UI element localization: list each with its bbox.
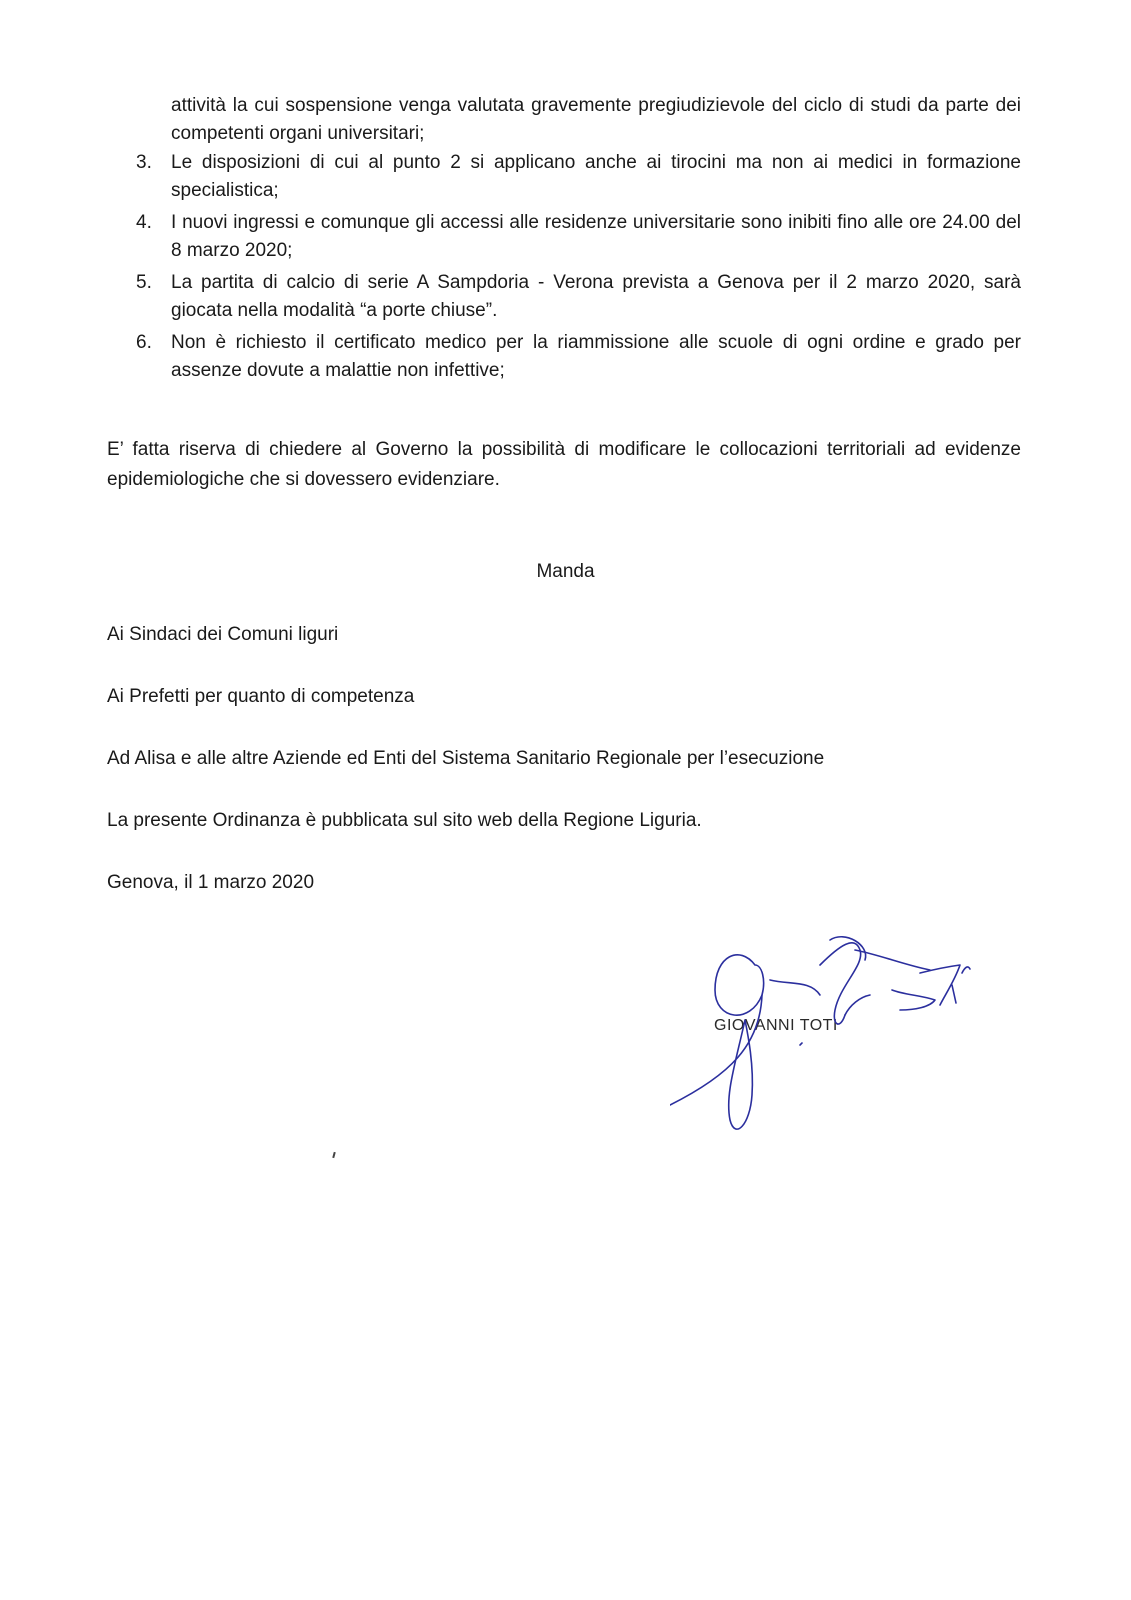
list-text: Non è richiesto il certificato medico per la riammissione alle scuole di ogni ordine e grado per assenze dovute a malattie non infettive; <box>171 332 1021 381</box>
list-item <box>136 209 1021 265</box>
recipient-line: Ai Sindaci dei Comuni liguri <box>107 624 339 645</box>
list-number: 6. <box>136 332 152 353</box>
recipient-line: Ad Alisa e alle altre Aziende ed Enti del Sistema Sanitario Regionale per l’esecuzione <box>107 748 825 769</box>
continuation-text: attività la cui sospensione venga valutata gravemente pregiudizievole del ciclo di studi da parte dei competenti organi universitari; <box>171 95 1021 144</box>
list-text: Le disposizioni di cui al punto 2 si applicano anche ai tirocini ma non ai medici in formazione specialistica; <box>171 152 1021 201</box>
list-number: 3. <box>136 152 152 173</box>
list-item <box>136 269 1021 325</box>
list-number: 5. <box>136 272 152 293</box>
numbered-list <box>136 149 1021 389</box>
scan-speck <box>332 1152 335 1158</box>
recipient-line: Ai Prefetti per quanto di competenza <box>107 686 415 707</box>
signatory-name: GIOVANNI TOTI <box>714 1017 838 1034</box>
reservation-paragraph: E’ fatta riserva di chiedere al Governo la possibilità di modificare le collocazioni territoriali ad evidenze epidemiologiche che si dovessero evidenziare. <box>107 439 1021 490</box>
list-text: La partita di calcio di serie A Sampdoria - Verona prevista a Genova per il 2 marzo 2020, sarà giocata nella modalità “a porte chiuse”. <box>171 272 1021 321</box>
list-item <box>136 329 1021 385</box>
publication-line: La presente Ordinanza è pubblicata sul sito web della Regione Liguria. <box>107 810 702 831</box>
manda-heading: Manda <box>536 561 595 582</box>
place-date: Genova, il 1 marzo 2020 <box>107 872 315 893</box>
handwritten-signature <box>670 925 990 1135</box>
list-number: 4. <box>136 212 152 233</box>
list-text: I nuovi ingressi e comunque gli accessi alle residenze universitarie sono inibiti fino alle ore 24.00 del 8 marzo 2020; <box>171 212 1021 261</box>
list-item <box>136 149 1021 205</box>
